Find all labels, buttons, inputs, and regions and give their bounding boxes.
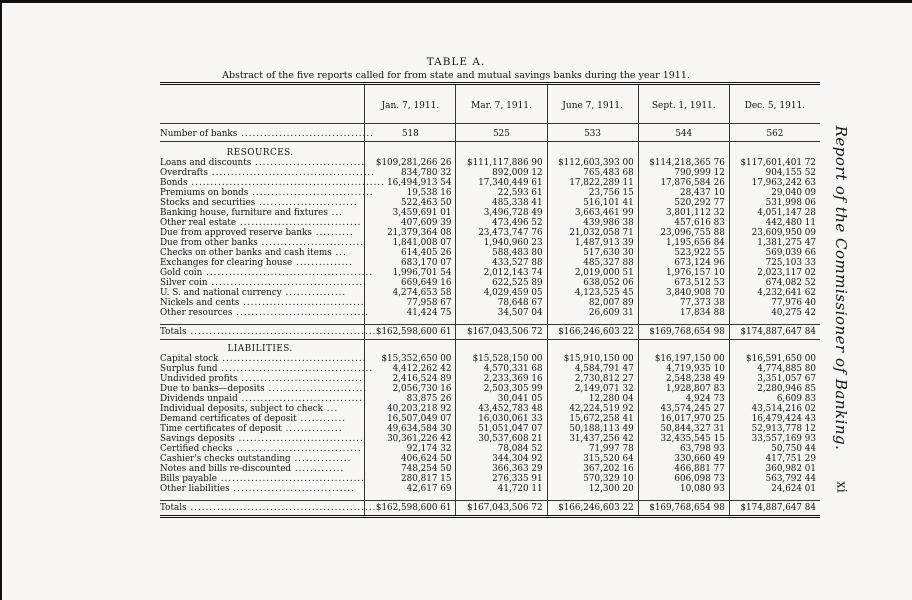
table-row: [160, 268, 820, 278]
row-label: Due to banks—deposits ..........................: [160, 384, 368, 394]
empty-cell: [729, 144, 820, 158]
section-heading: LIABILITIES.: [227, 344, 293, 354]
table-row: [160, 354, 820, 364]
table-row: [160, 218, 820, 228]
empty-cell: [365, 340, 456, 355]
table-row: [160, 208, 820, 218]
leader-dots: .................................: [232, 444, 362, 454]
row-value: 406,624 50: [365, 454, 456, 464]
row-value: 31,437,256 42: [547, 434, 638, 444]
row-label: Notes and bills re-discounted .............: [160, 464, 345, 474]
table-row: [160, 454, 820, 464]
row-value: 2,503,305 99: [456, 384, 547, 394]
row-value: 42,224,519 92: [547, 404, 638, 414]
running-head-text: Report of the Commissioner of Banking.: [832, 125, 850, 451]
table-row: [160, 394, 820, 404]
row-label: Bills payable ......................................: [160, 474, 366, 484]
table-row: [160, 364, 820, 374]
table-row: [160, 484, 820, 494]
row-value: 92,174 32: [365, 444, 456, 454]
row-value: 2,280,946 85: [729, 384, 820, 394]
row-value: 4,584,791 47: [547, 364, 638, 374]
leader-dots: ...................................: [232, 308, 370, 318]
leader-dots: .................................................: [186, 327, 377, 337]
row-value: 4,274,653 58: [365, 288, 456, 298]
empty-cell: [638, 340, 729, 355]
row-value: 533: [547, 126, 638, 142]
row-value: 4,029,459 05: [456, 288, 547, 298]
row-value: 41,424 75: [365, 308, 456, 318]
row-value: 30,537,608 21: [456, 434, 547, 444]
row-label: Nickels and cents ................................: [160, 298, 365, 308]
leader-dots: ...............: [290, 454, 352, 464]
row-value: 4,570,331 68: [456, 364, 547, 374]
row-value: 439,986 38: [547, 218, 638, 228]
row-value: $174,887,647 84: [729, 501, 820, 517]
row-value: 41,720 11: [456, 484, 547, 494]
row-value: $117,601,401 72: [729, 158, 820, 168]
row-value: 570,329 10: [547, 474, 638, 484]
row-label: Due from approved reserve banks ..........: [160, 228, 354, 238]
row-value: 50,188,113 49: [547, 424, 638, 434]
header-row: [160, 89, 820, 124]
row-value: 16,507,049 07: [365, 414, 456, 424]
row-value: 50,844,327 31: [638, 424, 729, 434]
row-value: 40,203,218 92: [365, 404, 456, 414]
running-head: [824, 125, 858, 451]
row-label: Totals .................................................: [160, 325, 365, 340]
row-value: $16,197,150 00: [638, 354, 729, 364]
row-value: 17,876,584 26: [638, 178, 729, 188]
row-label: Totals .................................................: [160, 501, 365, 517]
empty-cell: [638, 144, 729, 158]
row-value: 2,019,000 51: [547, 268, 638, 278]
row-value: 12,300 20: [547, 484, 638, 494]
table-row: [160, 168, 820, 178]
row-label: Silver coin .........................................: [160, 278, 367, 288]
row-value: 614,405 26: [365, 248, 456, 258]
table-row: [160, 288, 820, 298]
row-value: $111,117,886 90: [456, 158, 547, 168]
row-value: 21,379,364 08: [365, 228, 456, 238]
row-value: 78,084 52: [456, 444, 547, 454]
row-value: 562: [729, 126, 820, 142]
leader-dots: .................................................: [186, 503, 377, 513]
row-value: 834,780 32: [365, 168, 456, 178]
table-row: [160, 424, 820, 434]
row-value: 407,609 39: [365, 218, 456, 228]
row-value: 3,801,112 32: [638, 208, 729, 218]
row-value: 748,254 50: [365, 464, 456, 474]
row-value: 1,487,913 39: [547, 238, 638, 248]
row-value: 71,997 78: [547, 444, 638, 454]
leader-dots: .................................: [237, 394, 367, 404]
table-row: [160, 404, 820, 414]
row-value: 2,548,238 49: [638, 374, 729, 384]
row-value: $169,768,654 98: [638, 501, 729, 517]
table-row: [160, 178, 820, 188]
row-value: 525: [456, 126, 547, 142]
column-header: Dec. 5, 1911.: [729, 89, 820, 124]
row-value: 33,557,169 93: [729, 434, 820, 444]
leader-dots: ........................................: [217, 364, 374, 374]
row-value: 433,527 88: [456, 258, 547, 268]
empty-cell: [729, 340, 820, 355]
leader-dots: ...............: [281, 424, 343, 434]
table-row: [160, 308, 820, 318]
table-row: [160, 464, 820, 474]
table-row: [160, 434, 820, 444]
table-row: [160, 238, 820, 248]
row-value: 52,913,778 12: [729, 424, 820, 434]
table-title: TABLE A.: [426, 56, 486, 68]
row-label: Capital stock ......................................: [160, 354, 367, 364]
row-label: Savings deposits .................................: [160, 434, 364, 444]
row-value: $16,591,650 00: [729, 354, 820, 364]
row-value: 904,155 52: [729, 168, 820, 178]
row-value: 466,881 77: [638, 464, 729, 474]
row-value: 40,275 42: [729, 308, 820, 318]
table-row: [160, 444, 820, 454]
savings-banks-abstract-table: [160, 82, 820, 518]
row-value: 34,507 04: [456, 308, 547, 318]
leader-dots: .................................: [234, 434, 364, 444]
row-value: 892,009 12: [456, 168, 547, 178]
row-value: $112,603,393 00: [547, 158, 638, 168]
page-number: [826, 476, 856, 498]
row-value: $162,598,600 61: [365, 501, 456, 517]
row-value: $166,246,603 22: [547, 501, 638, 517]
leader-dots: ..........: [311, 228, 354, 238]
row-value: 82,007 89: [547, 298, 638, 308]
table-row: [160, 158, 820, 168]
row-value: 673,124 96: [638, 258, 729, 268]
row-value: 23,609,950 09: [729, 228, 820, 238]
column-header: Jan. 7, 1911.: [365, 89, 456, 124]
top-border: [0, 0, 912, 3]
row-value: $15,528,150 00: [456, 354, 547, 364]
leader-dots: .............: [291, 464, 345, 474]
row-value: 531,998 06: [729, 198, 820, 208]
row-label: Demand certificates of deposit ............: [160, 414, 347, 424]
page-number-text: xi: [833, 481, 849, 493]
row-value: 30,041 05: [456, 394, 547, 404]
row-value: 280,817 15: [365, 474, 456, 484]
row-value: 22,593 61: [456, 188, 547, 198]
row-value: 669,649 16: [365, 278, 456, 288]
leader-dots: ..........................: [255, 198, 358, 208]
row-label: U. S. and national currency ................: [160, 288, 347, 298]
row-label: Other real estate ................................: [160, 218, 362, 228]
row-value: 51,051,047 07: [456, 424, 547, 434]
row-value: 517,630 30: [547, 248, 638, 258]
row-value: 485,327 88: [547, 258, 638, 268]
row-label: Surplus fund ........................................: [160, 364, 374, 374]
row-value: 523,922 55: [638, 248, 729, 258]
row-value: $167,043,506 72: [456, 325, 547, 340]
row-value: 606,098 73: [638, 474, 729, 484]
row-value: 1,996,701 54: [365, 268, 456, 278]
row-value: 544: [638, 126, 729, 142]
empty-cell: [547, 340, 638, 355]
row-value: 563,792 44: [729, 474, 820, 484]
row-label: Certified checks .................................: [160, 444, 362, 454]
totals-row: [160, 501, 820, 517]
leader-dots: ......................................: [218, 354, 367, 364]
liabilities-heading-row: [160, 340, 820, 355]
row-value: 315,520 64: [547, 454, 638, 464]
row-label: Banking house, furniture and fixtures ...: [160, 208, 344, 218]
row-value: 1,195,656 84: [638, 238, 729, 248]
row-label: Number of banks ...................................: [160, 128, 374, 139]
row-value: 77,976 40: [729, 298, 820, 308]
row-value: 2,416,524 89: [365, 374, 456, 384]
leader-dots: ...........................................: [207, 168, 376, 178]
table-row: [160, 228, 820, 238]
row-value: $109,281,266 26: [365, 158, 456, 168]
row-label: Stocks and securities ..........................: [160, 198, 358, 208]
row-value: 366,363 29: [456, 464, 547, 474]
leader-dots: ...........................: [257, 238, 365, 248]
row-value: 4,123,525 45: [547, 288, 638, 298]
row-value: $167,043,506 72: [456, 501, 547, 517]
leader-dots: ...: [322, 404, 339, 414]
row-value: 77,373 38: [638, 298, 729, 308]
row-label: Other resources ...................................: [160, 308, 370, 318]
row-value: 19,538 16: [365, 188, 456, 198]
table-row: [160, 258, 820, 268]
row-value: 30,361,226 42: [365, 434, 456, 444]
empty-cell: [365, 144, 456, 158]
row-value: 4,924 73: [638, 394, 729, 404]
row-label: Overdrafts ...........................................: [160, 168, 376, 178]
row-value: 442,480 11: [729, 218, 820, 228]
row-value: 16,017,970 25: [638, 414, 729, 424]
table-subtitle: Abstract of the five reports called for from state and mutual savings banks during the year 1911.: [222, 70, 690, 81]
row-label: Dividends unpaid .................................: [160, 394, 367, 404]
row-value: 12,280 04: [547, 394, 638, 404]
row-value: 16,479,424 43: [729, 414, 820, 424]
header-blank: [160, 89, 365, 124]
leader-dots: ................................: [248, 188, 374, 198]
row-label: Other liabilities ................................: [160, 484, 355, 494]
row-value: 32,435,545 15: [638, 434, 729, 444]
row-value: 78,648 67: [456, 298, 547, 308]
row-value: 23,473,747 76: [456, 228, 547, 238]
row-label: Exchanges for clearing house ...............: [160, 258, 353, 268]
row-value: 276,335 91: [456, 474, 547, 484]
empty-cell: [547, 144, 638, 158]
row-value: 344,304 92: [456, 454, 547, 464]
row-value: 16,494,913 54: [365, 178, 456, 188]
leader-dots: ...................................: [237, 128, 374, 139]
row-value: 638,052 06: [547, 278, 638, 288]
row-value: 3,459,691 01: [365, 208, 456, 218]
row-value: 3,840,908 70: [638, 288, 729, 298]
row-value: 43,514,216 02: [729, 404, 820, 414]
row-label: Premiums on bonds ................................: [160, 188, 374, 198]
column-header: June 7, 1911.: [547, 89, 638, 124]
row-value: 4,774,885 80: [729, 364, 820, 374]
row-value: 674,082 52: [729, 278, 820, 288]
row-value: 367,202 16: [547, 464, 638, 474]
table-row: [160, 374, 820, 384]
row-value: 83,875 26: [365, 394, 456, 404]
leader-dots: ............: [296, 414, 347, 424]
leader-dots: ................................: [229, 484, 355, 494]
row-value: $15,352,650 00: [365, 354, 456, 364]
row-value: $169,768,654 98: [638, 325, 729, 340]
row-value: 518: [365, 126, 456, 142]
table-row: [160, 384, 820, 394]
row-value: 1,976,157 10: [638, 268, 729, 278]
table-row: [160, 198, 820, 208]
row-value: 17,822,289 11: [547, 178, 638, 188]
row-value: 23,096,755 88: [638, 228, 729, 238]
table-row: [160, 298, 820, 308]
row-label: Due from other banks ...........................: [160, 238, 365, 248]
row-value: 2,023,117 02: [729, 268, 820, 278]
column-header: Mar. 7, 1911.: [456, 89, 547, 124]
row-value: 4,412,262 42: [365, 364, 456, 374]
row-value: 673,512 53: [638, 278, 729, 288]
leader-dots: ............................................: [202, 268, 374, 278]
row-value: 17,340,449 61: [456, 178, 547, 188]
table-row: [160, 414, 820, 424]
empty-cell: [456, 144, 547, 158]
row-value: 4,232,641 62: [729, 288, 820, 298]
leader-dots: ...: [331, 248, 347, 258]
empty-cell: [456, 340, 547, 355]
column-header: Sept. 1, 1911.: [638, 89, 729, 124]
leader-dots: ...............: [292, 258, 353, 268]
row-value: 17,834 88: [638, 308, 729, 318]
row-value: 516,101 41: [547, 198, 638, 208]
row-value: 522,463 50: [365, 198, 456, 208]
row-value: 15,672,258 41: [547, 414, 638, 424]
leader-dots: .........................................: [207, 278, 367, 288]
row-value: 3,496,728 49: [456, 208, 547, 218]
row-value: 569,039 66: [729, 248, 820, 258]
row-value: 683,170 07: [365, 258, 456, 268]
row-value: 330,660 49: [638, 454, 729, 464]
row-value: 16,030,061 33: [456, 414, 547, 424]
row-value: $15,910,150 00: [547, 354, 638, 364]
row-value: 43,574,245 27: [638, 404, 729, 414]
row-value: 29,040 09: [729, 188, 820, 198]
row-value: 24,624 01: [729, 484, 820, 494]
row-value: 457,616 83: [638, 218, 729, 228]
leader-dots: ................................: [236, 218, 362, 228]
bank-count-row: [160, 126, 820, 142]
row-value: 473,496 52: [456, 218, 547, 228]
row-value: $114,218,365 76: [638, 158, 729, 168]
row-label: Loans and discounts .............................: [160, 158, 366, 168]
row-value: 26,609 31: [547, 308, 638, 318]
row-value: 4,051,147 28: [729, 208, 820, 218]
leader-dots: ................................: [239, 298, 365, 308]
row-value: 588,483 80: [456, 248, 547, 258]
row-value: 2,012,143 74: [456, 268, 547, 278]
row-value: 3,663,461 99: [547, 208, 638, 218]
row-value: 765,483 68: [547, 168, 638, 178]
row-label: Time certificates of deposit ...............: [160, 424, 343, 434]
row-value: 2,233,369 16: [456, 374, 547, 384]
row-value: 622,525 89: [456, 278, 547, 288]
row-value: 790,999 12: [638, 168, 729, 178]
table-row: [160, 248, 820, 258]
row-value: 10,080 93: [638, 484, 729, 494]
row-value: 42,617 69: [365, 484, 456, 494]
row-value: 43,452,783 48: [456, 404, 547, 414]
row-value: 1,928,807 83: [638, 384, 729, 394]
row-value: 360,982 01: [729, 464, 820, 474]
row-value: 28,437 10: [638, 188, 729, 198]
row-value: $174,887,647 84: [729, 325, 820, 340]
row-label: Cashier's checks outstanding ...............: [160, 454, 352, 464]
table-row: [160, 188, 820, 198]
table-row: [160, 278, 820, 288]
row-value: 2,056,730 16: [365, 384, 456, 394]
row-value: 725,103 33: [729, 258, 820, 268]
row-value: $166,246,603 22: [547, 325, 638, 340]
leader-dots: ...: [327, 208, 344, 218]
table-row: [160, 474, 820, 484]
row-label: Checks on other banks and cash items ...: [160, 248, 347, 258]
leader-dots: ................: [281, 288, 347, 298]
row-value: 1,841,008 07: [365, 238, 456, 248]
row-value: 520,292 77: [638, 198, 729, 208]
row-value: 21,032,058 71: [547, 228, 638, 238]
row-value: 2,730,812 27: [547, 374, 638, 384]
row-value: 485,338 41: [456, 198, 547, 208]
row-value: 6,609 83: [729, 394, 820, 404]
row-label: Bonds ...................................................: [160, 178, 385, 188]
resources-heading-row: [160, 144, 820, 158]
row-label: Undivided profits ................................: [160, 374, 363, 384]
row-label: Gold coin ............................................: [160, 268, 374, 278]
row-label: Individual deposits, subject to check ...: [160, 404, 339, 414]
row-value: $162,598,600 61: [365, 325, 456, 340]
leader-dots: ......................................: [216, 474, 366, 484]
leader-dots: ................................: [237, 374, 363, 384]
section-heading: RESOURCES.: [226, 148, 294, 158]
row-value: 23,756 15: [547, 188, 638, 198]
row-value: 1,940,960 23: [456, 238, 547, 248]
leader-dots: ...................................................: [187, 178, 385, 188]
row-value: 417,751 29: [729, 454, 820, 464]
leader-dots: .............................: [251, 158, 366, 168]
row-value: 63,798 93: [638, 444, 729, 454]
row-value: 17,963,242 63: [729, 178, 820, 188]
left-border: [0, 0, 2, 600]
row-value: 49,634,584 30: [365, 424, 456, 434]
row-value: 3,351,057 67: [729, 374, 820, 384]
row-value: 77,958 67: [365, 298, 456, 308]
row-value: 4,719,935 10: [638, 364, 729, 374]
leader-dots: ..........................: [264, 384, 368, 394]
totals-row: [160, 325, 820, 340]
row-value: 50,750 44: [729, 444, 820, 454]
row-value: 2,149,071 32: [547, 384, 638, 394]
row-value: 1,381,275 47: [729, 238, 820, 248]
